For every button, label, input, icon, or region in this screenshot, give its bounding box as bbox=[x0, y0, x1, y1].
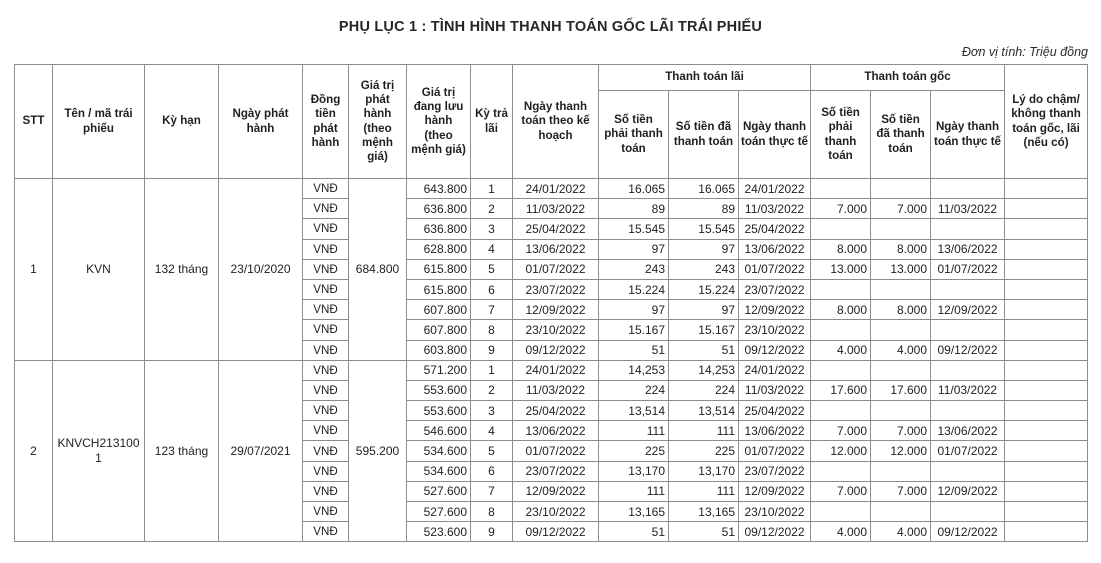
cell-planned-date: 25/04/2022 bbox=[513, 401, 599, 421]
cell-principal-payable: 8.000 bbox=[811, 239, 871, 259]
cell-principal-paid: 4.000 bbox=[871, 522, 931, 542]
cell-principal-actual-date: 09/12/2022 bbox=[931, 340, 1005, 360]
cell-principal-payable: 8.000 bbox=[811, 300, 871, 320]
cell-period: 8 bbox=[471, 502, 513, 522]
cell-interest-paid: 13,165 bbox=[669, 502, 739, 522]
cell-period: 3 bbox=[471, 401, 513, 421]
cell-reason bbox=[1005, 179, 1088, 199]
cell-planned-date: 24/01/2022 bbox=[513, 179, 599, 199]
cell-principal-actual-date: 12/09/2022 bbox=[931, 481, 1005, 501]
page-title: PHỤ LỤC 1 : TÌNH HÌNH THANH TOÁN GỐC LÃI TRÁI PHIẾU bbox=[338, 19, 763, 35]
cell-interest-actual-date: 13/06/2022 bbox=[739, 421, 811, 441]
cell-planned-date: 09/12/2022 bbox=[513, 340, 599, 360]
cell-principal-payable bbox=[811, 279, 871, 299]
col-header-interest-paid: Số tiền đã thanh toán bbox=[669, 91, 739, 179]
col-header-interest-payable: Số tiền phải thanh toán bbox=[599, 91, 669, 179]
cell-reason bbox=[1005, 502, 1088, 522]
cell-principal-paid: 7.000 bbox=[871, 421, 931, 441]
cell-currency: VNĐ bbox=[303, 199, 349, 219]
cell-interest-paid: 111 bbox=[669, 481, 739, 501]
cell-reason bbox=[1005, 441, 1088, 461]
col-header-bond-name: Tên / mã trái phiếu bbox=[53, 65, 145, 179]
cell-currency: VNĐ bbox=[303, 502, 349, 522]
cell-currency: VNĐ bbox=[303, 219, 349, 239]
cell-principal-actual-date bbox=[931, 360, 1005, 380]
cell-outstanding: 553.600 bbox=[407, 401, 471, 421]
cell-outstanding: 615.800 bbox=[407, 279, 471, 299]
cell-currency: VNĐ bbox=[303, 522, 349, 542]
cell-principal-payable bbox=[811, 502, 871, 522]
cell-interest-paid: 15.224 bbox=[669, 279, 739, 299]
cell-principal-paid bbox=[871, 219, 931, 239]
cell-principal-actual-date: 01/07/2022 bbox=[931, 441, 1005, 461]
cell-principal-paid bbox=[871, 360, 931, 380]
cell-interest-payable: 16.065 bbox=[599, 179, 669, 199]
cell-term: 132 tháng bbox=[145, 179, 219, 361]
cell-interest-actual-date: 09/12/2022 bbox=[739, 340, 811, 360]
cell-principal-payable: 13.000 bbox=[811, 259, 871, 279]
cell-issue-value: 595.200 bbox=[349, 360, 407, 542]
col-header-issue-date: Ngày phát hành bbox=[219, 65, 303, 179]
cell-interest-payable: 13,165 bbox=[599, 502, 669, 522]
cell-reason bbox=[1005, 380, 1088, 400]
cell-principal-paid: 12.000 bbox=[871, 441, 931, 461]
cell-interest-paid: 15.545 bbox=[669, 219, 739, 239]
cell-principal-payable: 7.000 bbox=[811, 199, 871, 219]
cell-principal-actual-date: 09/12/2022 bbox=[931, 522, 1005, 542]
cell-reason bbox=[1005, 320, 1088, 340]
cell-currency: VNĐ bbox=[303, 239, 349, 259]
cell-interest-paid: 111 bbox=[669, 421, 739, 441]
cell-principal-payable bbox=[811, 461, 871, 481]
cell-planned-date: 25/04/2022 bbox=[513, 219, 599, 239]
cell-reason bbox=[1005, 461, 1088, 481]
cell-outstanding: 571.200 bbox=[407, 360, 471, 380]
cell-interest-paid: 15.167 bbox=[669, 320, 739, 340]
cell-interest-payable: 15.167 bbox=[599, 320, 669, 340]
cell-interest-actual-date: 01/07/2022 bbox=[739, 441, 811, 461]
cell-interest-paid: 13,170 bbox=[669, 461, 739, 481]
cell-principal-payable bbox=[811, 401, 871, 421]
cell-principal-actual-date: 12/09/2022 bbox=[931, 300, 1005, 320]
cell-currency: VNĐ bbox=[303, 360, 349, 380]
cell-period: 7 bbox=[471, 300, 513, 320]
table-row bbox=[15, 360, 1088, 380]
cell-interest-actual-date: 23/10/2022 bbox=[739, 502, 811, 522]
cell-planned-date: 12/09/2022 bbox=[513, 481, 599, 501]
cell-reason bbox=[1005, 199, 1088, 219]
cell-interest-actual-date: 01/07/2022 bbox=[739, 259, 811, 279]
cell-interest-payable: 15.545 bbox=[599, 219, 669, 239]
cell-interest-payable: 243 bbox=[599, 259, 669, 279]
cell-principal-paid: 8.000 bbox=[871, 239, 931, 259]
cell-outstanding: 534.600 bbox=[407, 461, 471, 481]
cell-outstanding: 527.600 bbox=[407, 481, 471, 501]
col-header-issue-value: Giá trị phát hành (theo mệnh giá) bbox=[349, 65, 407, 179]
cell-principal-paid: 17.600 bbox=[871, 380, 931, 400]
cell-planned-date: 23/07/2022 bbox=[513, 279, 599, 299]
cell-period: 5 bbox=[471, 259, 513, 279]
cell-principal-paid bbox=[871, 461, 931, 481]
cell-issue_date: 29/07/2021 bbox=[219, 360, 303, 542]
cell-interest-payable: 97 bbox=[599, 300, 669, 320]
cell-planned-date: 01/07/2022 bbox=[513, 441, 599, 461]
cell-currency: VNĐ bbox=[303, 300, 349, 320]
cell-reason bbox=[1005, 522, 1088, 542]
cell-reason bbox=[1005, 401, 1088, 421]
cell-period: 4 bbox=[471, 421, 513, 441]
col-header-outstanding-value: Giá trị đang lưu hành (theo mệnh giá) bbox=[407, 65, 471, 179]
cell-period: 9 bbox=[471, 340, 513, 360]
cell-principal-actual-date bbox=[931, 279, 1005, 299]
cell-reason bbox=[1005, 481, 1088, 501]
cell-principal-actual-date: 13/06/2022 bbox=[931, 239, 1005, 259]
cell-principal-paid: 7.000 bbox=[871, 199, 931, 219]
cell-principal-payable: 7.000 bbox=[811, 421, 871, 441]
cell-reason bbox=[1005, 421, 1088, 441]
cell-interest-paid: 224 bbox=[669, 380, 739, 400]
cell-principal-actual-date bbox=[931, 461, 1005, 481]
cell-interest-actual-date: 25/04/2022 bbox=[739, 401, 811, 421]
cell-name: KNVCH2131001 bbox=[53, 360, 145, 542]
col-header-planned-payment-date: Ngày thanh toán theo kế hoạch bbox=[513, 65, 599, 179]
cell-period: 3 bbox=[471, 219, 513, 239]
cell-interest-actual-date: 25/04/2022 bbox=[739, 219, 811, 239]
cell-outstanding: 527.600 bbox=[407, 502, 471, 522]
table-body bbox=[15, 179, 1088, 542]
cell-interest-paid: 243 bbox=[669, 259, 739, 279]
cell-principal-paid bbox=[871, 401, 931, 421]
col-header-term: Kỳ hạn bbox=[145, 65, 219, 179]
cell-principal-actual-date: 11/03/2022 bbox=[931, 199, 1005, 219]
cell-outstanding: 546.600 bbox=[407, 421, 471, 441]
unit-note: Đơn vị tính: Triệu đồng bbox=[961, 45, 1088, 59]
cell-currency: VNĐ bbox=[303, 380, 349, 400]
cell-principal-actual-date: 11/03/2022 bbox=[931, 380, 1005, 400]
cell-principal-actual-date: 01/07/2022 bbox=[931, 259, 1005, 279]
cell-outstanding: 534.600 bbox=[407, 441, 471, 461]
cell-currency: VNĐ bbox=[303, 401, 349, 421]
cell-interest-paid: 16.065 bbox=[669, 179, 739, 199]
cell-period: 6 bbox=[471, 461, 513, 481]
cell-name: KVN bbox=[53, 179, 145, 361]
cell-principal-paid: 7.000 bbox=[871, 481, 931, 501]
cell-planned-date: 11/03/2022 bbox=[513, 199, 599, 219]
cell-principal-paid: 8.000 bbox=[871, 300, 931, 320]
cell-principal-payable: 17.600 bbox=[811, 380, 871, 400]
cell-currency: VNĐ bbox=[303, 259, 349, 279]
cell-reason bbox=[1005, 219, 1088, 239]
cell-issue_date: 23/10/2020 bbox=[219, 179, 303, 361]
cell-interest-actual-date: 23/07/2022 bbox=[739, 279, 811, 299]
cell-interest-paid: 13,514 bbox=[669, 401, 739, 421]
cell-planned-date: 24/01/2022 bbox=[513, 360, 599, 380]
cell-outstanding: 643.800 bbox=[407, 179, 471, 199]
cell-interest-payable: 51 bbox=[599, 522, 669, 542]
cell-interest-paid: 89 bbox=[669, 199, 739, 219]
cell-interest-payable: 225 bbox=[599, 441, 669, 461]
cell-planned-date: 23/07/2022 bbox=[513, 461, 599, 481]
cell-planned-date: 13/06/2022 bbox=[513, 239, 599, 259]
col-header-principal-paid: Số tiền đã thanh toán bbox=[871, 91, 931, 179]
cell-outstanding: 615.800 bbox=[407, 259, 471, 279]
cell-outstanding: 607.800 bbox=[407, 320, 471, 340]
cell-period: 9 bbox=[471, 522, 513, 542]
cell-principal-payable bbox=[811, 320, 871, 340]
cell-principal-payable bbox=[811, 219, 871, 239]
cell-interest-payable: 51 bbox=[599, 340, 669, 360]
cell-interest-paid: 97 bbox=[669, 300, 739, 320]
cell-principal-actual-date bbox=[931, 179, 1005, 199]
cell-principal-payable: 12.000 bbox=[811, 441, 871, 461]
col-header-principal-actual-date: Ngày thanh toán thực tế bbox=[931, 91, 1005, 179]
cell-interest-payable: 13,514 bbox=[599, 401, 669, 421]
cell-period: 7 bbox=[471, 481, 513, 501]
cell-planned-date: 12/09/2022 bbox=[513, 300, 599, 320]
cell-principal-actual-date bbox=[931, 401, 1005, 421]
cell-period: 1 bbox=[471, 360, 513, 380]
cell-period: 2 bbox=[471, 380, 513, 400]
cell-interest-payable: 89 bbox=[599, 199, 669, 219]
cell-term: 123 tháng bbox=[145, 360, 219, 542]
cell-interest-paid: 51 bbox=[669, 340, 739, 360]
cell-interest-payable: 97 bbox=[599, 239, 669, 259]
cell-planned-date: 09/12/2022 bbox=[513, 522, 599, 542]
cell-interest-payable: 15.224 bbox=[599, 279, 669, 299]
cell-principal-actual-date bbox=[931, 320, 1005, 340]
cell-interest-payable: 13,170 bbox=[599, 461, 669, 481]
cell-principal-payable bbox=[811, 360, 871, 380]
cell-interest-actual-date: 12/09/2022 bbox=[739, 481, 811, 501]
col-header-reason: Lý do chậm/ không thanh toán gốc, lãi (nếu có) bbox=[1005, 65, 1088, 179]
cell-interest-paid: 14,253 bbox=[669, 360, 739, 380]
cell-outstanding: 607.800 bbox=[407, 300, 471, 320]
cell-outstanding: 603.800 bbox=[407, 340, 471, 360]
cell-outstanding: 636.800 bbox=[407, 199, 471, 219]
cell-principal-payable bbox=[811, 179, 871, 199]
cell-period: 8 bbox=[471, 320, 513, 340]
col-header-principal-payable: Số tiền phải thanh toán bbox=[811, 91, 871, 179]
cell-stt: 2 bbox=[15, 360, 53, 542]
cell-reason bbox=[1005, 259, 1088, 279]
cell-currency: VNĐ bbox=[303, 441, 349, 461]
cell-principal-paid bbox=[871, 179, 931, 199]
cell-interest-payable: 111 bbox=[599, 481, 669, 501]
cell-planned-date: 23/10/2022 bbox=[513, 502, 599, 522]
cell-currency: VNĐ bbox=[303, 481, 349, 501]
cell-interest-payable: 14,253 bbox=[599, 360, 669, 380]
cell-principal-paid bbox=[871, 320, 931, 340]
cell-period: 5 bbox=[471, 441, 513, 461]
cell-principal-payable: 4.000 bbox=[811, 522, 871, 542]
cell-interest-actual-date: 11/03/2022 bbox=[739, 199, 811, 219]
cell-outstanding: 628.800 bbox=[407, 239, 471, 259]
cell-outstanding: 553.600 bbox=[407, 380, 471, 400]
cell-interest-payable: 224 bbox=[599, 380, 669, 400]
cell-principal-payable: 7.000 bbox=[811, 481, 871, 501]
cell-planned-date: 13/06/2022 bbox=[513, 421, 599, 441]
cell-interest-paid: 51 bbox=[669, 522, 739, 542]
cell-period: 4 bbox=[471, 239, 513, 259]
cell-interest-actual-date: 13/06/2022 bbox=[739, 239, 811, 259]
cell-currency: VNĐ bbox=[303, 421, 349, 441]
bond-payment-table bbox=[14, 64, 1088, 542]
cell-interest-actual-date: 23/10/2022 bbox=[739, 320, 811, 340]
cell-principal-actual-date: 13/06/2022 bbox=[931, 421, 1005, 441]
cell-principal-actual-date bbox=[931, 219, 1005, 239]
cell-principal-paid: 13.000 bbox=[871, 259, 931, 279]
cell-interest-paid: 97 bbox=[669, 239, 739, 259]
cell-stt: 1 bbox=[15, 179, 53, 361]
cell-reason bbox=[1005, 340, 1088, 360]
cell-period: 6 bbox=[471, 279, 513, 299]
header-row-groups bbox=[15, 65, 1088, 91]
cell-outstanding: 523.600 bbox=[407, 522, 471, 542]
cell-interest-actual-date: 12/09/2022 bbox=[739, 300, 811, 320]
col-header-currency: Đồng tiền phát hành bbox=[303, 65, 349, 179]
cell-currency: VNĐ bbox=[303, 179, 349, 199]
cell-principal-paid bbox=[871, 502, 931, 522]
cell-interest-actual-date: 11/03/2022 bbox=[739, 380, 811, 400]
cell-currency: VNĐ bbox=[303, 461, 349, 481]
cell-interest-paid: 225 bbox=[669, 441, 739, 461]
cell-outstanding: 636.800 bbox=[407, 219, 471, 239]
cell-interest-actual-date: 24/01/2022 bbox=[739, 360, 811, 380]
cell-principal-payable: 4.000 bbox=[811, 340, 871, 360]
col-header-group-interest: Thanh toán lãi bbox=[599, 65, 811, 91]
col-header-interest-actual-date: Ngày thanh toán thực tế bbox=[739, 91, 811, 179]
cell-reason bbox=[1005, 300, 1088, 320]
cell-reason bbox=[1005, 360, 1088, 380]
cell-currency: VNĐ bbox=[303, 279, 349, 299]
cell-reason bbox=[1005, 239, 1088, 259]
cell-planned-date: 01/07/2022 bbox=[513, 259, 599, 279]
cell-planned-date: 11/03/2022 bbox=[513, 380, 599, 400]
cell-principal-paid bbox=[871, 279, 931, 299]
cell-reason bbox=[1005, 279, 1088, 299]
cell-interest-actual-date: 24/01/2022 bbox=[739, 179, 811, 199]
cell-currency: VNĐ bbox=[303, 320, 349, 340]
cell-interest-actual-date: 23/07/2022 bbox=[739, 461, 811, 481]
cell-period: 2 bbox=[471, 199, 513, 219]
col-header-interest-period: Kỳ trả lãi bbox=[471, 65, 513, 179]
col-header-stt: STT bbox=[15, 65, 53, 179]
cell-period: 1 bbox=[471, 179, 513, 199]
cell-planned-date: 23/10/2022 bbox=[513, 320, 599, 340]
table-row bbox=[15, 179, 1088, 199]
col-header-group-principal: Thanh toán gốc bbox=[811, 65, 1005, 91]
cell-issue-value: 684.800 bbox=[349, 179, 407, 361]
cell-interest-payable: 111 bbox=[599, 421, 669, 441]
cell-currency: VNĐ bbox=[303, 340, 349, 360]
cell-principal-paid: 4.000 bbox=[871, 340, 931, 360]
table-header bbox=[15, 65, 1088, 179]
cell-principal-actual-date bbox=[931, 502, 1005, 522]
cell-interest-actual-date: 09/12/2022 bbox=[739, 522, 811, 542]
